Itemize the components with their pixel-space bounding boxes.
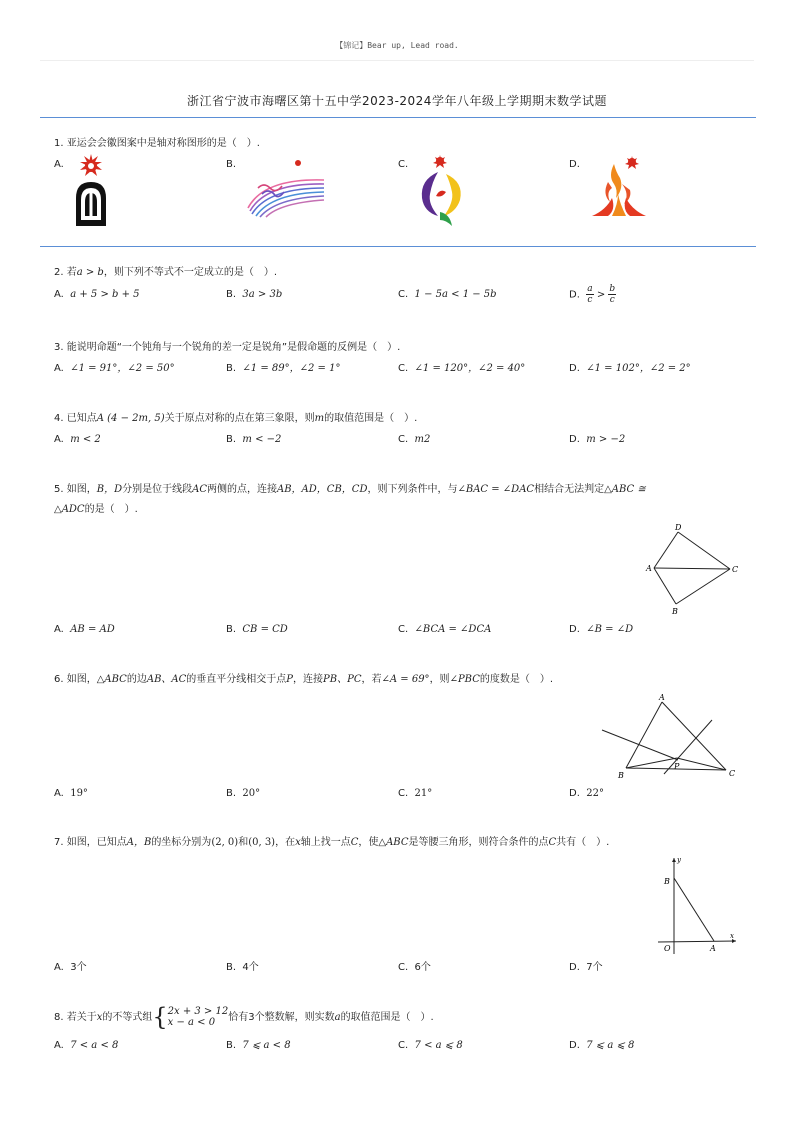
- logo-a-image: [70, 154, 112, 232]
- q1-stem: 1. 亚运会会徽图案中是轴对称图形的是（ ）.: [54, 138, 260, 149]
- q7-math: △ABC: [378, 837, 409, 848]
- q4-option-d[interactable]: [569, 433, 625, 447]
- option-label: B.: [226, 363, 237, 374]
- option-math: 21°: [414, 788, 433, 799]
- label-y: y: [677, 856, 681, 864]
- q5-text: 5. 如图，: [54, 484, 97, 495]
- q3-option-a[interactable]: [54, 362, 175, 376]
- q6-text: ，若: [361, 674, 382, 685]
- q5-text: 分别是位于线段: [122, 484, 193, 495]
- label-p: P: [674, 762, 680, 771]
- option-label: D.: [569, 434, 580, 445]
- option-label: C.: [398, 1040, 409, 1051]
- q5-text: 相结合无法判定: [534, 484, 605, 495]
- q7-text: 和: [238, 837, 249, 848]
- q5-math: B，D: [96, 484, 123, 495]
- q7-figure-coordinate-plane: [652, 854, 742, 956]
- label-a: A: [659, 693, 665, 702]
- option-math: 20°: [242, 788, 261, 799]
- option-math: 3a > 3b: [242, 289, 283, 300]
- q6-text: 6. 如图，: [54, 674, 97, 685]
- q5-stem-line1: [54, 483, 646, 497]
- q7-text: 7. 如图，已知点: [54, 837, 127, 848]
- q1-option-b[interactable]: B.: [226, 159, 237, 170]
- q4-option-a[interactable]: [54, 433, 101, 447]
- option-label: D.: [569, 788, 580, 799]
- q5-math: AB，AD，CB，CD: [276, 484, 368, 495]
- option-label: C.: [398, 624, 409, 635]
- option-label: A.: [54, 434, 64, 445]
- option-math: m < −2: [242, 434, 282, 445]
- option-label: C.: [398, 289, 409, 300]
- q7-text: ，在: [275, 837, 296, 848]
- header-divider: [40, 60, 754, 61]
- q3-option-b[interactable]: [226, 362, 340, 376]
- relation-symbol: >: [596, 289, 606, 301]
- q4-option-c[interactable]: [398, 433, 430, 447]
- inequality-system: [168, 1006, 229, 1028]
- q8-text: 的取值范围是（ ）.: [340, 1012, 434, 1023]
- q8-text: 8. 若关于: [54, 1012, 97, 1023]
- option-math: m < 2: [70, 434, 101, 445]
- option-label: B.: [226, 788, 237, 799]
- q4-stem-mid: 关于原点对称的点在第三象限，则: [164, 413, 315, 424]
- option-math: m > −2: [586, 434, 626, 445]
- q3-option-d[interactable]: [569, 362, 691, 376]
- q6-math: ∠A = 69°: [381, 674, 430, 685]
- label-a: A: [646, 564, 652, 573]
- label-a: A: [710, 944, 716, 953]
- option-math: m2: [414, 434, 431, 445]
- option-math: 7 ⩽ a < 8: [242, 1040, 291, 1051]
- fraction-denominator: c: [587, 295, 593, 305]
- option-label: A.: [54, 1040, 64, 1051]
- q7-math: (0, 3): [248, 837, 276, 848]
- option-label: D.: [569, 1040, 580, 1051]
- q6-text: 的垂直平分线相交于点: [186, 674, 287, 685]
- q1-option-c[interactable]: C.: [398, 159, 409, 170]
- option-label: A.: [54, 624, 64, 635]
- q7-option-a[interactable]: [54, 961, 87, 975]
- q6-text: ，连接: [293, 674, 324, 685]
- q1-option-d[interactable]: D.: [569, 159, 580, 170]
- option-math: 1 − 5a < 1 − 5b: [414, 289, 497, 300]
- logo-c-image: [416, 154, 468, 234]
- q7-math: (2, 0): [211, 837, 239, 848]
- q8-text: 恰有3个整数解，则实数: [228, 1012, 335, 1023]
- header-note: 【锦记】Bear up, Lead road.: [335, 41, 459, 50]
- section-rule: [40, 246, 756, 247]
- q5-option-d[interactable]: [569, 623, 633, 637]
- q8-option-b[interactable]: [226, 1039, 291, 1053]
- q6-text: 的度数是（ ）.: [479, 674, 554, 685]
- q8-option-c[interactable]: [398, 1039, 463, 1053]
- q7-text: 是等腰三角形，则符合条件的点: [408, 837, 549, 848]
- option-math: 7 < a ⩽ 8: [414, 1040, 463, 1051]
- option-math: 7 ⩽ a ⩽ 8: [586, 1040, 635, 1051]
- fraction-numerator: b: [609, 284, 616, 294]
- q7-text: ，使: [358, 837, 379, 848]
- q7-math: A，B: [126, 837, 152, 848]
- fraction-a-over-c: [586, 284, 593, 305]
- option-label: D.: [569, 624, 580, 635]
- option-value: 4个: [242, 962, 259, 973]
- q2-option-a[interactable]: [54, 288, 140, 302]
- q8-math: x: [96, 1012, 103, 1023]
- q6-math: △ABC: [96, 674, 127, 685]
- option-label: C.: [398, 434, 409, 445]
- q2-option-c[interactable]: [398, 288, 497, 302]
- title-rule: [40, 117, 756, 118]
- option-value: 7个: [586, 962, 603, 973]
- option-math: 7 < a < 8: [70, 1040, 119, 1051]
- q5-text: 两侧的点，连接: [206, 484, 277, 495]
- q7-option-d[interactable]: [569, 961, 603, 975]
- option-label: B.: [226, 434, 237, 445]
- option-label: A.: [54, 363, 64, 374]
- q8-option-d[interactable]: [569, 1039, 634, 1053]
- logo-b-image: [244, 156, 328, 218]
- q5-text: 的是（ ）.: [84, 504, 138, 515]
- label-b: B: [618, 771, 624, 780]
- q5-math: △ABC ≅: [604, 484, 646, 495]
- option-label: A.: [54, 962, 64, 973]
- q4-stem-post: 的取值范围是（ ）.: [324, 413, 418, 424]
- q6-option-b[interactable]: [226, 787, 260, 801]
- option-math: ∠1 = 102°，∠2 = 2°: [586, 363, 691, 374]
- option-math: ∠1 = 89°，∠2 = 1°: [242, 363, 341, 374]
- q5-text: ，则下列条件中，与: [367, 484, 458, 495]
- q5-math: △ADC: [54, 504, 85, 515]
- option-label: D.: [569, 363, 580, 374]
- option-math: AB = AD: [70, 624, 115, 635]
- q7-text: 轴上找一点: [300, 837, 351, 848]
- option-label: B.: [226, 289, 237, 300]
- q6-option-d[interactable]: [569, 787, 604, 801]
- label-x: x: [730, 932, 734, 940]
- q7-math: x: [295, 837, 301, 848]
- q8-stem: [54, 1003, 434, 1031]
- q5-math: ∠BAC = ∠DAC: [457, 484, 535, 495]
- q6-option-c[interactable]: [398, 787, 432, 801]
- logo-d-image: [588, 154, 650, 220]
- q2-option-d[interactable]: [569, 284, 616, 305]
- option-label: B.: [226, 624, 237, 635]
- option-label: D.: [569, 962, 580, 973]
- q2-stem-pre: 2. 若: [54, 267, 77, 278]
- option-label: A.: [54, 289, 64, 300]
- option-math: a + 5 > b + 5: [70, 289, 140, 300]
- q6-math: AB、AC: [146, 674, 187, 685]
- q6-math: ∠PBC: [449, 674, 480, 685]
- q2-option-b[interactable]: [226, 288, 282, 302]
- q5-option-b[interactable]: [226, 623, 288, 637]
- q5-option-a[interactable]: [54, 623, 115, 637]
- q4-option-b[interactable]: [226, 433, 281, 447]
- q5-figure-quadrilateral: [644, 520, 744, 616]
- q3-option-c[interactable]: [398, 362, 525, 376]
- q5-stem-line2: [54, 503, 138, 517]
- q7-math: C: [350, 837, 359, 848]
- q6-figure-triangle: [598, 692, 744, 782]
- q7-text: 的坐标分别为: [151, 837, 212, 848]
- q7-stem: [54, 836, 609, 850]
- q4-stem: [54, 412, 417, 426]
- system-brace: {: [152, 1003, 168, 1031]
- label-b: B: [672, 607, 678, 616]
- q3-stem: 3. 能说明命题“一个钝角与一个锐角的差一定是锐角”是假命题的反例是（ ）.: [54, 342, 401, 353]
- q4-stem-pre: 4. 已知点: [54, 413, 97, 424]
- option-value: 3个: [70, 962, 87, 973]
- q1-option-a[interactable]: A.: [54, 159, 64, 170]
- q6-option-a[interactable]: [54, 787, 88, 801]
- label-d: D: [675, 523, 682, 532]
- option-math: ∠1 = 91°，∠2 = 50°: [70, 363, 175, 374]
- q7-text: 共有（ ）.: [556, 837, 610, 848]
- option-math: ∠B = ∠D: [586, 624, 634, 635]
- system-line-2: x − a < 0: [167, 1017, 216, 1028]
- q6-math: PB、PC: [323, 674, 362, 685]
- q6-math: P: [286, 674, 294, 685]
- option-label: C.: [398, 363, 409, 374]
- label-c: C: [732, 565, 739, 574]
- fraction-numerator: a: [587, 284, 593, 294]
- q2-stem: [54, 266, 277, 280]
- q8-math: a: [334, 1012, 341, 1023]
- option-label: B.: [226, 962, 237, 973]
- label-b: B: [664, 877, 670, 886]
- q8-text: 的不等式组: [102, 1012, 153, 1023]
- label-c: C: [729, 769, 736, 778]
- q7-option-c[interactable]: [398, 961, 431, 975]
- option-math: ∠BCA = ∠DCA: [414, 624, 492, 635]
- option-label: A.: [54, 788, 64, 799]
- q4-stem-math: A (4 − 2m, 5): [96, 413, 165, 424]
- option-math: ∠1 = 120°，∠2 = 40°: [414, 363, 526, 374]
- option-label: C.: [398, 788, 409, 799]
- fraction-b-over-c: [608, 284, 616, 305]
- option-label: C.: [398, 962, 409, 973]
- q4-stem-math2: m: [314, 413, 325, 424]
- q6-text: ，则: [429, 674, 450, 685]
- option-math: 19°: [70, 788, 88, 799]
- option-math: 22°: [586, 788, 604, 799]
- q5-math: AC: [192, 484, 207, 495]
- option-value: 6个: [414, 962, 431, 973]
- option-label: B.: [226, 1040, 237, 1051]
- q7-math: C: [548, 837, 557, 848]
- q6-stem: [54, 673, 553, 687]
- option-label: D.: [569, 289, 580, 301]
- q2-stem-math: a > b: [76, 267, 104, 278]
- label-o: O: [664, 944, 671, 953]
- system-line-1: 2x + 3 > 12: [167, 1006, 229, 1017]
- q6-text: 的边: [126, 674, 147, 685]
- q7-option-b[interactable]: [226, 961, 259, 975]
- option-math: CB = CD: [242, 624, 288, 635]
- page-title: 浙江省宁波市海曙区第十五中学2023-2024学年八年级上学期期末数学试题: [187, 94, 607, 108]
- q2-stem-post: ，则下列不等式不一定成立的是（ ）.: [103, 267, 278, 278]
- q8-option-a[interactable]: [54, 1039, 118, 1053]
- q5-option-c[interactable]: [398, 623, 491, 637]
- fraction-denominator: c: [609, 295, 615, 305]
